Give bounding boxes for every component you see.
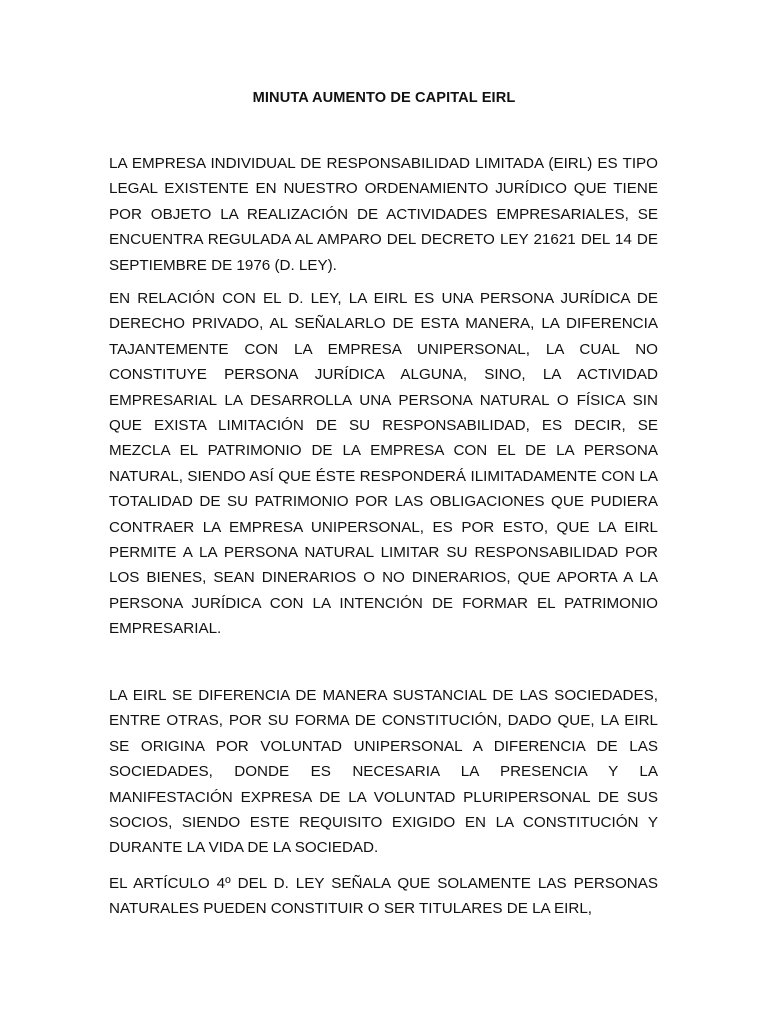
paragraph-4: EL ARTÍCULO 4º DEL D. LEY SEÑALA QUE SOLAMENTE LAS PERSONAS NATURALES PUEDEN CONSTITUIR O SER TITULARES DE LA EIRL, [109,875,658,918]
document-title: MINUTA AUMENTO DE CAPITAL EIRL [252,90,516,106]
paragraph-2: EN RELACIÓN CON EL D. LEY, LA EIRL ES UNA PERSONA JURÍDICA DE DERECHO PRIVADO, AL SEÑALARLO DE ESTA MANERA, LA DIFERENCIA TAJANTEMENTE CON LA EMPRESA UNIPERSONAL, LA CUAL NO CONSTITUYE PERSONA JURÍDICA ALGUNA, SINO, LA ACTIVIDAD EMPRESARIAL LA DESARROLLA UNA PERSONA NATURAL O FÍSICA SIN QUE EXISTA LIMITACIÓN DE SU RESPONSABILIDAD, ES DECIR, SE MEZCLA EL PATRIMONIO DE LA EMPRESA CON EL DE LA PERSONA NATURAL, SIENDO ASÍ QUE ÉSTE RESPONDERÁ ILIMITADAMENTE CON LA TOTALIDAD DE SU PATRIMONIO POR LAS OBLIGACIONES QUE PUDIERA CONTRAER LA EMPRESA UNIPERSONAL, ES POR ESTO, QUE LA EIRL PERMITE A LA PERSONA NATURAL LIMITAR SU RESPONSABILIDAD POR LOS BIENES, SEAN DINERARIOS O NO DINERARIOS, QUE APORTA A LA PERSONA JURÍDICA CON LA INTENCIÓN DE FORMAR EL PATRIMONIO EMPRESARIAL. [109,290,658,638]
paragraph-1: LA EMPRESA INDIVIDUAL DE RESPONSABILIDAD LIMITADA (EIRL) ES TIPO LEGAL EXISTENTE EN NUESTRO ORDENAMIENTO JURÍDICO QUE TIENE POR OBJETO LA REALIZACIÓN DE ACTIVIDADES EMPRESARIALES, SE ENCUENTRA REGULADA AL AMPARO DEL DECRETO LEY 21621 DEL 14 DE SEPTIEMBRE DE 1976 (D. LEY). [109,155,658,274]
paragraph-3: LA EIRL SE DIFERENCIA DE MANERA SUSTANCIAL DE LAS SOCIEDADES, ENTRE OTRAS, POR SU FORMA DE CONSTITUCIÓN, DADO QUE, LA EIRL SE ORIGINA POR VOLUNTAD UNIPERSONAL A DIFERENCIA DE LAS SOCIEDADES, DONDE ES NECESARIA LA PRESENCIA Y LA MANIFESTACIÓN EXPRESA DE LA VOLUNTAD PLURIPERSONAL DE SUS SOCIOS, SIENDO ESTE REQUISITO EXIGIDO EN LA CONSTITUCIÓN Y DURANTE LA VIDA DE LA SOCIEDAD. [109,687,658,857]
